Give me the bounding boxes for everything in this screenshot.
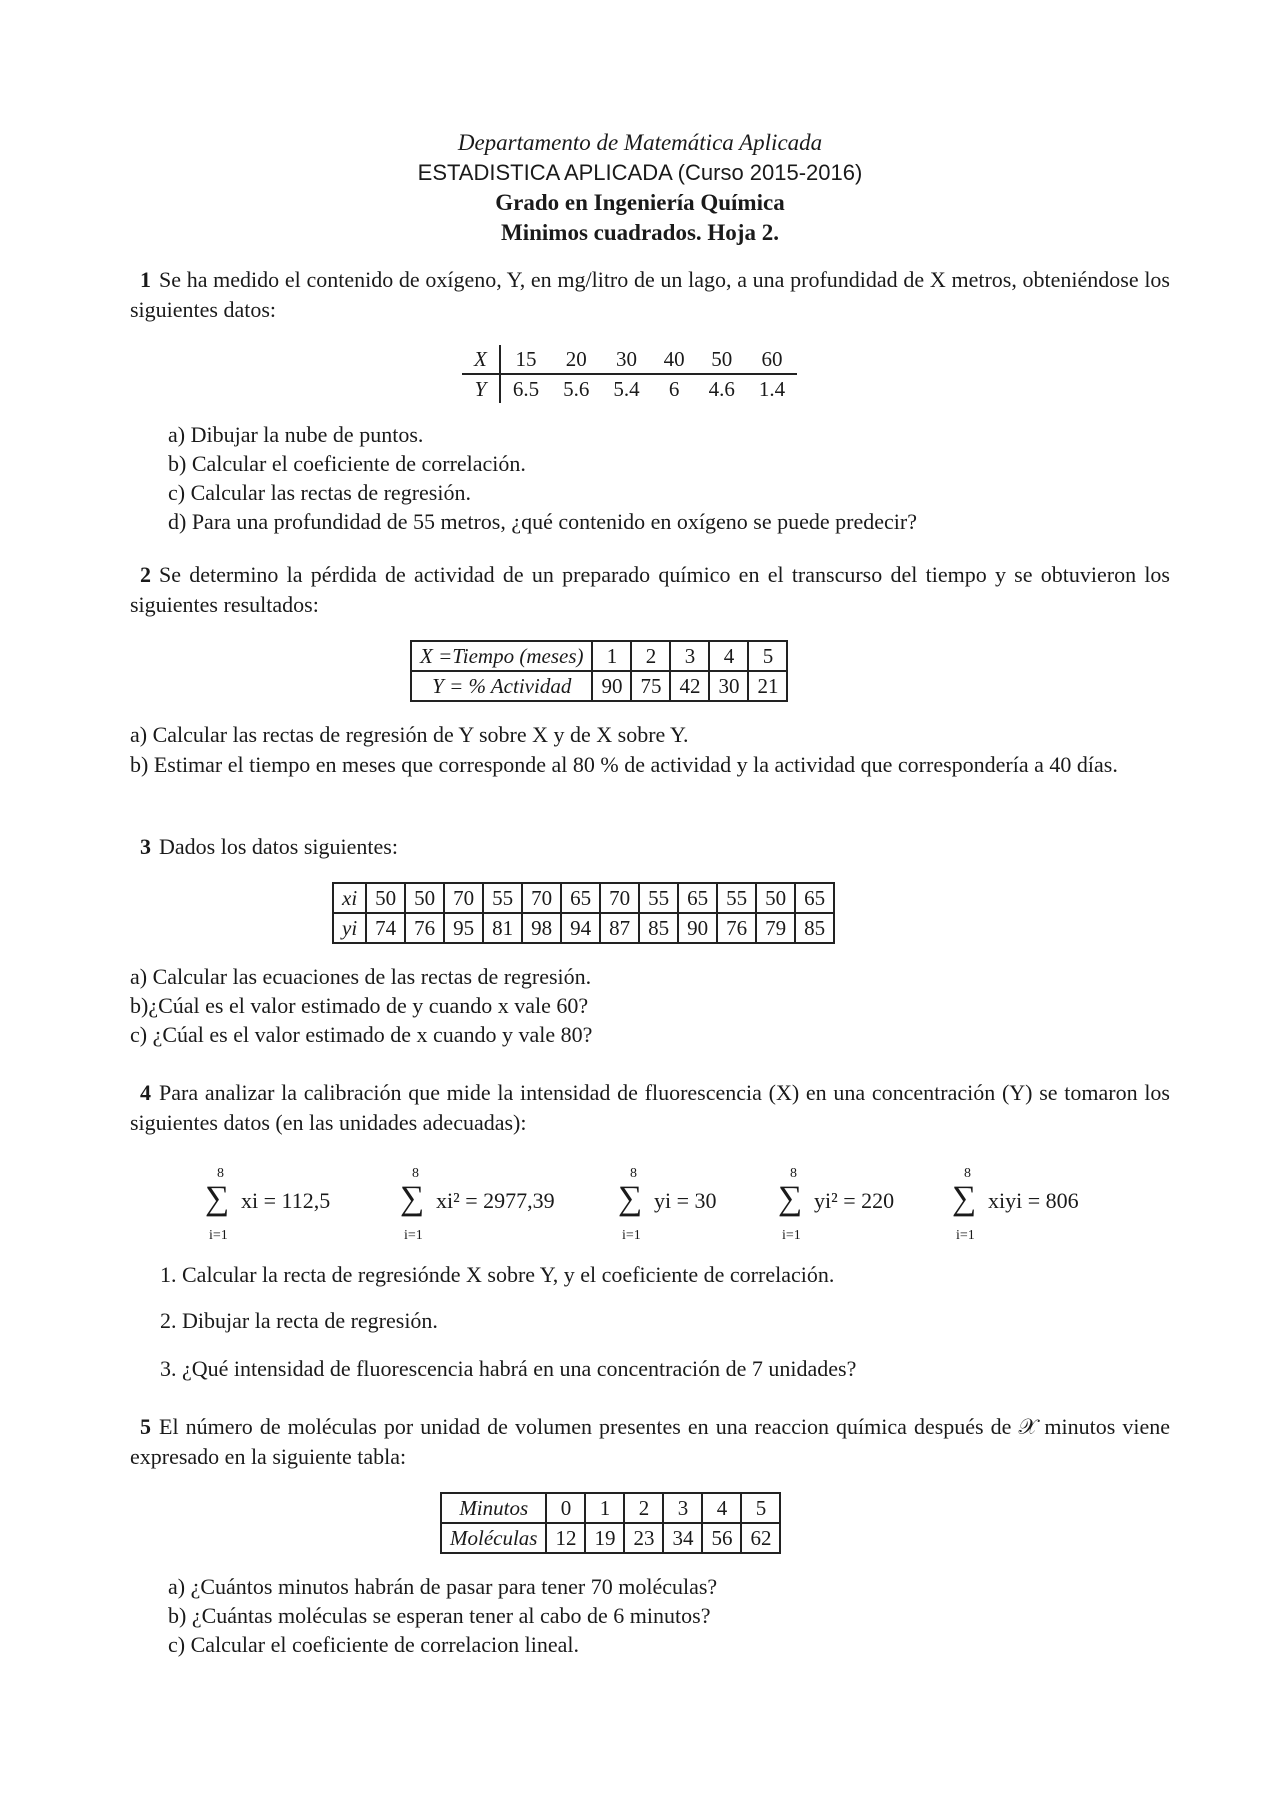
row-label: Y <box>462 374 500 403</box>
table-row <box>411 671 787 701</box>
cell: 15 <box>500 345 551 374</box>
cell: 81 <box>483 913 522 943</box>
cell: 50 <box>756 883 795 913</box>
problem-text: El número de moléculas por unidad de volumen presentes en una reaccion química después de 𝒳 minutos viene expresado en la siguiente tabla: <box>130 1414 1170 1469</box>
cell: 56 <box>702 1523 741 1553</box>
cell: 34 <box>663 1523 702 1553</box>
table-row <box>411 641 787 671</box>
sigma-icon: ∑ <box>618 1180 643 1217</box>
problem-4-item: 2. Dibujar la recta de regresión. <box>160 1308 438 1333</box>
sum-upper-limit: 8 <box>412 1166 419 1181</box>
cell: 42 <box>670 671 709 701</box>
problem-text: Dados los datos siguientes: <box>159 834 398 859</box>
problem-4-item: 1. Calcular la recta de regresiónde X sobre Y, y el coeficiente de correlación. <box>160 1262 835 1287</box>
cell: 5 <box>748 641 787 671</box>
cell: 90 <box>592 671 631 701</box>
problem-2-item: b) Estimar el tiempo en meses que corresponde al 80 % de actividad y la actividad que correspondería a 40 días. <box>130 752 1118 777</box>
problem-3-item: a) Calcular las ecuaciones de las rectas de regresión. <box>130 964 592 989</box>
problem-number: 4 <box>140 1080 151 1105</box>
sheet-title: Minimos cuadrados. Hoja 2. <box>501 220 779 245</box>
cell: 50 <box>697 345 747 374</box>
table-row <box>462 345 797 374</box>
cell: 1 <box>585 1493 624 1523</box>
cell: 76 <box>405 913 444 943</box>
degree-title: Grado en Ingeniería Química <box>495 190 785 215</box>
summation-row <box>0 1166 1280 1250</box>
cell: 50 <box>405 883 444 913</box>
sum-lower-limit: i=1 <box>782 1228 801 1243</box>
problem-1-table <box>462 345 797 403</box>
cell: 23 <box>624 1523 663 1553</box>
problem-4-statement <box>130 1078 1170 1138</box>
problem-number: 2 <box>140 562 151 587</box>
sum-upper-limit: 8 <box>217 1166 224 1181</box>
problem-5-item: a) ¿Cuántos minutos habrán de pasar para tener 70 moléculas? <box>168 1574 718 1599</box>
sum-expression: xi² = 2977,39 <box>436 1188 555 1213</box>
row-label: yi <box>333 913 366 943</box>
sigma-icon: ∑ <box>952 1180 977 1217</box>
cell: 3 <box>663 1493 702 1523</box>
sum-upper-limit: 8 <box>964 1166 971 1181</box>
problem-3-statement <box>130 832 1170 862</box>
cell: 70 <box>522 883 561 913</box>
cell: 1.4 <box>758 376 786 401</box>
cell: 5.4 <box>613 376 640 401</box>
problem-1-item: b) Calcular el coeficiente de correlación. <box>168 451 526 476</box>
cell: 74 <box>366 913 405 943</box>
problem-number: 1 <box>140 267 151 292</box>
cell: 6 <box>668 376 680 401</box>
sum-expression: xiyi = 806 <box>988 1188 1079 1213</box>
problem-1-statement <box>130 265 1170 325</box>
cell: 70 <box>600 883 639 913</box>
cell: 65 <box>561 883 600 913</box>
row-label: xi <box>333 883 366 913</box>
row-label: X <box>462 345 500 374</box>
row-label: X =Tiempo (meses) <box>411 641 592 671</box>
cell: 65 <box>795 883 834 913</box>
cell: 30 <box>601 345 651 374</box>
problem-5-item: c) Calcular el coeficiente de correlacion lineal. <box>168 1632 580 1657</box>
cell: 6.5 <box>512 376 540 401</box>
cell: 55 <box>483 883 522 913</box>
cell: 70 <box>444 883 483 913</box>
cell: 12 <box>546 1523 585 1553</box>
sum-expression: yi² = 220 <box>814 1188 895 1213</box>
cell: 0 <box>546 1493 585 1523</box>
sum-lower-limit: i=1 <box>622 1228 641 1243</box>
sum-lower-limit: i=1 <box>956 1228 975 1243</box>
cell: 3 <box>670 641 709 671</box>
sum-upper-limit: 8 <box>630 1166 637 1181</box>
cell: 87 <box>600 913 639 943</box>
problem-number: 5 <box>140 1414 151 1439</box>
problem-number: 3 <box>140 834 151 859</box>
cell: 50 <box>366 883 405 913</box>
cell: 95 <box>444 913 483 943</box>
problem-text: Se ha medido el contenido de oxígeno, Y, en mg/litro de un lago, a una profundidad de X metros, obteniéndose los siguientes datos: <box>130 267 1170 322</box>
department: Departamento de Matemática Aplicada <box>457 130 823 155</box>
course-title: ESTADISTICA APLICADA (Curso 2015-2016) <box>417 160 863 185</box>
cell: 4.6 <box>708 376 735 401</box>
problem-5-statement <box>130 1412 1170 1472</box>
cell: 2 <box>624 1493 663 1523</box>
cell: 60 <box>747 345 797 374</box>
problem-2-statement <box>130 560 1170 620</box>
cell: 4 <box>702 1493 741 1523</box>
cell: 94 <box>561 913 600 943</box>
problem-1-item: c) Calcular las rectas de regresión. <box>168 480 471 505</box>
cell: 76 <box>717 913 756 943</box>
problem-4-item: 3. ¿Qué intensidad de fluorescencia habrá en una concentración de 7 unidades? <box>160 1356 857 1381</box>
cell: 1 <box>592 641 631 671</box>
problem-3-item: c) ¿Cúal es el valor estimado de x cuando y vale 80? <box>130 1022 593 1047</box>
document-header <box>0 128 1280 248</box>
sum-lower-limit: i=1 <box>209 1228 228 1243</box>
problem-text: Se determino la pérdida de actividad de un preparado químico en el transcurso del tiempo y se obtuvieron los siguientes resultados: <box>130 562 1170 617</box>
cell: 2 <box>631 641 670 671</box>
cell: 5.6 <box>563 376 590 401</box>
cell: 65 <box>678 883 717 913</box>
cell: 75 <box>631 671 670 701</box>
row-label: Y = % Actividad <box>411 671 592 701</box>
cell: 19 <box>585 1523 624 1553</box>
sigma-icon: ∑ <box>778 1180 803 1217</box>
problem-2-table <box>410 640 788 702</box>
problem-text: Para analizar la calibración que mide la intensidad de fluorescencia (X) en una concentración (Y) se tomaron los siguientes datos (en las unidades adecuadas): <box>130 1080 1170 1135</box>
cell: 21 <box>748 671 787 701</box>
table-row <box>462 374 797 403</box>
cell: 85 <box>795 913 834 943</box>
table-row <box>333 913 834 943</box>
cell: 30 <box>709 671 748 701</box>
cell: 90 <box>678 913 717 943</box>
cell: 55 <box>639 883 678 913</box>
row-label: Moléculas <box>441 1523 546 1553</box>
problem-3-item: b)¿Cúal es el valor estimado de y cuando x vale 60? <box>130 993 589 1018</box>
sum-expression: xi = 112,5 <box>241 1188 331 1213</box>
sum-upper-limit: 8 <box>790 1166 797 1181</box>
cell: 5 <box>741 1493 780 1523</box>
problem-5-item: b) ¿Cuántas moléculas se esperan tener al cabo de 6 minutos? <box>168 1603 711 1628</box>
problem-2-item: a) Calcular las rectas de regresión de Y sobre X y de X sobre Y. <box>130 722 689 747</box>
sigma-icon: ∑ <box>205 1180 230 1217</box>
table-row <box>441 1523 780 1553</box>
problem-1-item: a) Dibujar la nube de puntos. <box>168 422 424 447</box>
cell: 55 <box>717 883 756 913</box>
table-row <box>333 883 834 913</box>
cell: 40 <box>652 345 697 374</box>
problem-3-table <box>332 882 835 944</box>
cell: 4 <box>709 641 748 671</box>
cell: 85 <box>639 913 678 943</box>
cell: 62 <box>741 1523 780 1553</box>
problem-1-item: d) Para una profundidad de 55 metros, ¿qué contenido en oxígeno se puede predecir? <box>168 509 917 534</box>
cell: 20 <box>551 345 601 374</box>
sum-expression: yi = 30 <box>654 1188 717 1213</box>
sigma-icon: ∑ <box>400 1180 425 1217</box>
problem-5-table <box>440 1492 781 1554</box>
sum-lower-limit: i=1 <box>404 1228 423 1243</box>
cell: 79 <box>756 913 795 943</box>
table-row <box>441 1493 780 1523</box>
cell: 98 <box>522 913 561 943</box>
row-label: Minutos <box>441 1493 546 1523</box>
